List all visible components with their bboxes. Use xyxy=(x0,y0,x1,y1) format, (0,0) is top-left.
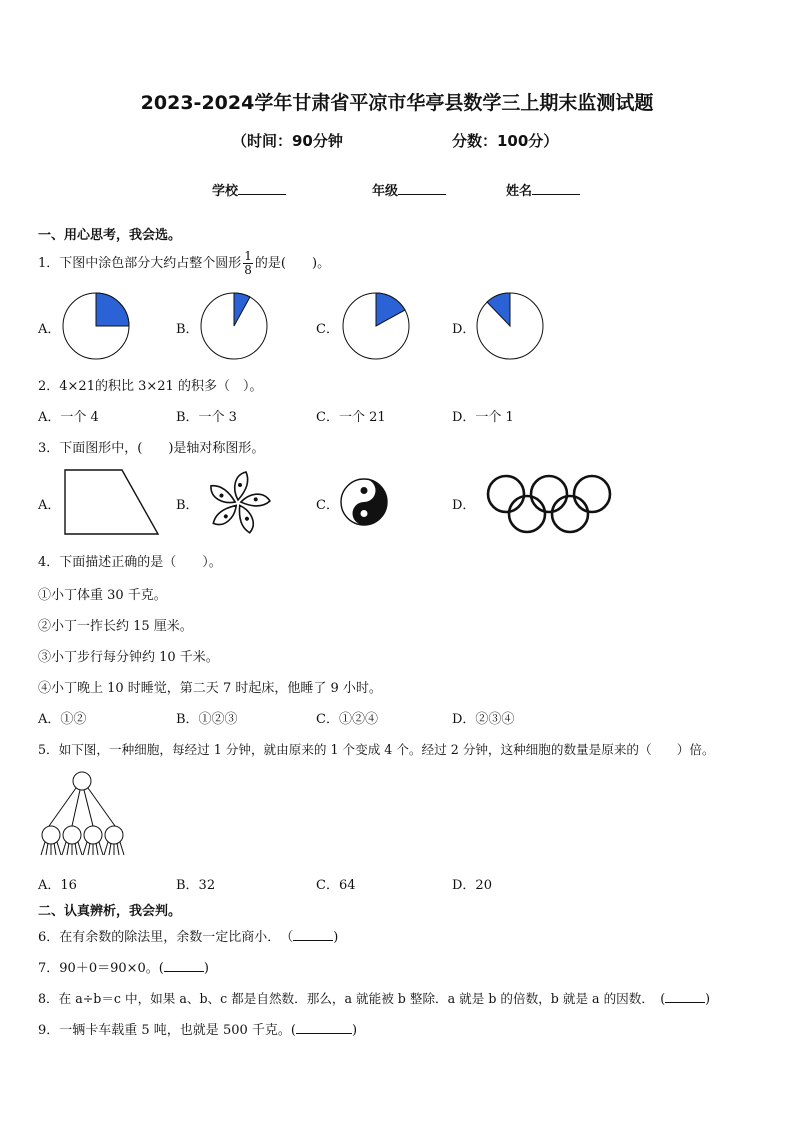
question-4: 4．下面描述正确的是（ ）。 xyxy=(38,555,222,570)
q6-answer-blank[interactable] xyxy=(293,928,333,941)
q4-option-a[interactable]: A．①② xyxy=(38,712,87,727)
q1-option-d[interactable]: D． xyxy=(452,322,476,337)
q5-option-d[interactable]: D．20 xyxy=(452,878,492,893)
question-8: 8．在 a÷b＝c 中，如果 a、b、c 都是自然数．那么，a 就能被 b 整除．a 就是 b 的倍数，b 就是 a 的因数． ( ) xyxy=(38,991,711,1006)
school-field xyxy=(212,180,286,199)
question-6: 6．在有余数的除法里，余数一定比商小． （ ) xyxy=(38,930,339,945)
olympic-rings-icon xyxy=(486,472,616,540)
grade-label: 年级 xyxy=(372,184,399,199)
name-field xyxy=(506,180,580,199)
score-label: 分数：100分） xyxy=(452,132,559,150)
pie-a-icon xyxy=(62,292,130,360)
section-heading-2: 二、认真辨析，我会判。 xyxy=(38,904,182,919)
grade-field xyxy=(372,180,446,199)
q3-option-d[interactable]: D． xyxy=(452,498,476,513)
q1-option-c[interactable]: C． xyxy=(316,322,339,337)
school-label: 学校 xyxy=(212,184,239,199)
q9-text: 9．一辆卡车载重 5 吨，也就是 500 千克。( xyxy=(38,1023,296,1038)
time-label: （时间：90分钟 xyxy=(232,132,343,150)
q2-option-b[interactable]: B．一个 3 xyxy=(176,410,237,425)
q8-answer-blank[interactable] xyxy=(665,990,705,1003)
trapezoid-icon xyxy=(64,469,160,535)
name-label: 姓名 xyxy=(506,184,533,199)
q1-option-b[interactable]: B． xyxy=(176,322,199,337)
q4-statement-4: ④小丁晚上 10 时睡觉，第二天 7 时起床，他睡了 9 小时。 xyxy=(38,681,382,696)
question-2: 2．4×21的积比 3×21 的积多（ ）。 xyxy=(38,379,263,394)
q2-option-d[interactable]: D．一个 1 xyxy=(452,410,514,425)
q3-option-a[interactable]: A． xyxy=(38,498,61,513)
q3-option-c[interactable]: C． xyxy=(316,498,339,513)
q8-text: 8．在 a÷b＝c 中，如果 a、b、c 都是自然数．那么，a 就能被 b 整除．a 就是 b 的倍数，b 就是 a 的因数． ( xyxy=(38,991,666,1006)
q5-option-b[interactable]: B．32 xyxy=(176,878,216,893)
bauhinia-flower-icon xyxy=(204,470,272,536)
q4-option-c[interactable]: C．①②④ xyxy=(316,712,378,727)
q4-statement-2: ②小丁一拃长约 15 厘米。 xyxy=(38,619,193,634)
q9-answer-blank[interactable] xyxy=(296,1021,352,1034)
q4-statement-3: ③小丁步行每分钟约 10 千米。 xyxy=(38,650,219,665)
fraction-one-eighth: $\frac{1}{8}$ xyxy=(244,249,252,277)
q3-option-b[interactable]: B． xyxy=(176,498,199,513)
page-title: 2023-2024学年甘肃省平凉市华亭县数学三上期末监测试题 xyxy=(140,92,654,114)
school-blank[interactable] xyxy=(238,182,286,195)
yin-yang-icon xyxy=(340,478,388,526)
name-blank[interactable] xyxy=(532,182,580,195)
question-7: 7．90＋0＝90×0。( ) xyxy=(38,961,209,976)
q6-text: 6．在有余数的除法里，余数一定比商小． （ xyxy=(38,930,294,945)
q1-option-a[interactable]: A． xyxy=(38,322,61,337)
q1-suffix: 的是( )。 xyxy=(254,256,331,271)
q2-option-a[interactable]: A．一个 4 xyxy=(38,410,99,425)
section-heading-1: 一、用心思考，我会选。 xyxy=(38,228,182,243)
grade-blank[interactable] xyxy=(398,182,446,195)
q4-option-b[interactable]: B．①②③ xyxy=(176,712,238,727)
question-5: 5．如下图，一种细胞，每经过 1 分钟，就由原来的 1 个变成 4 个。经过 2 分钟，这种细胞的数量是原来的（ ）倍。 xyxy=(38,742,715,757)
q7-text: 7．90＋0＝90×0。( xyxy=(38,961,164,976)
question-1 xyxy=(38,250,330,277)
cell-division-tree-icon xyxy=(40,770,130,858)
pie-b-icon xyxy=(200,292,268,360)
q4-statement-1: ①小丁体重 30 千克。 xyxy=(38,588,167,603)
pie-d-icon xyxy=(476,292,544,360)
pie-c-icon xyxy=(342,292,410,360)
q5-option-a[interactable]: A．16 xyxy=(38,878,77,893)
q1-prefix: 1．下图中涂色部分大约占整个圆形 xyxy=(38,256,242,271)
question-3: 3．下面图形中，( )是轴对称图形。 xyxy=(38,441,265,456)
q2-option-c[interactable]: C．一个 21 xyxy=(316,410,386,425)
q7-answer-blank[interactable] xyxy=(164,959,204,972)
question-9: 9．一辆卡车载重 5 吨，也就是 500 千克。( ) xyxy=(38,1023,358,1038)
q4-option-d[interactable]: D．②③④ xyxy=(452,712,515,727)
q5-option-c[interactable]: C．64 xyxy=(316,878,356,893)
